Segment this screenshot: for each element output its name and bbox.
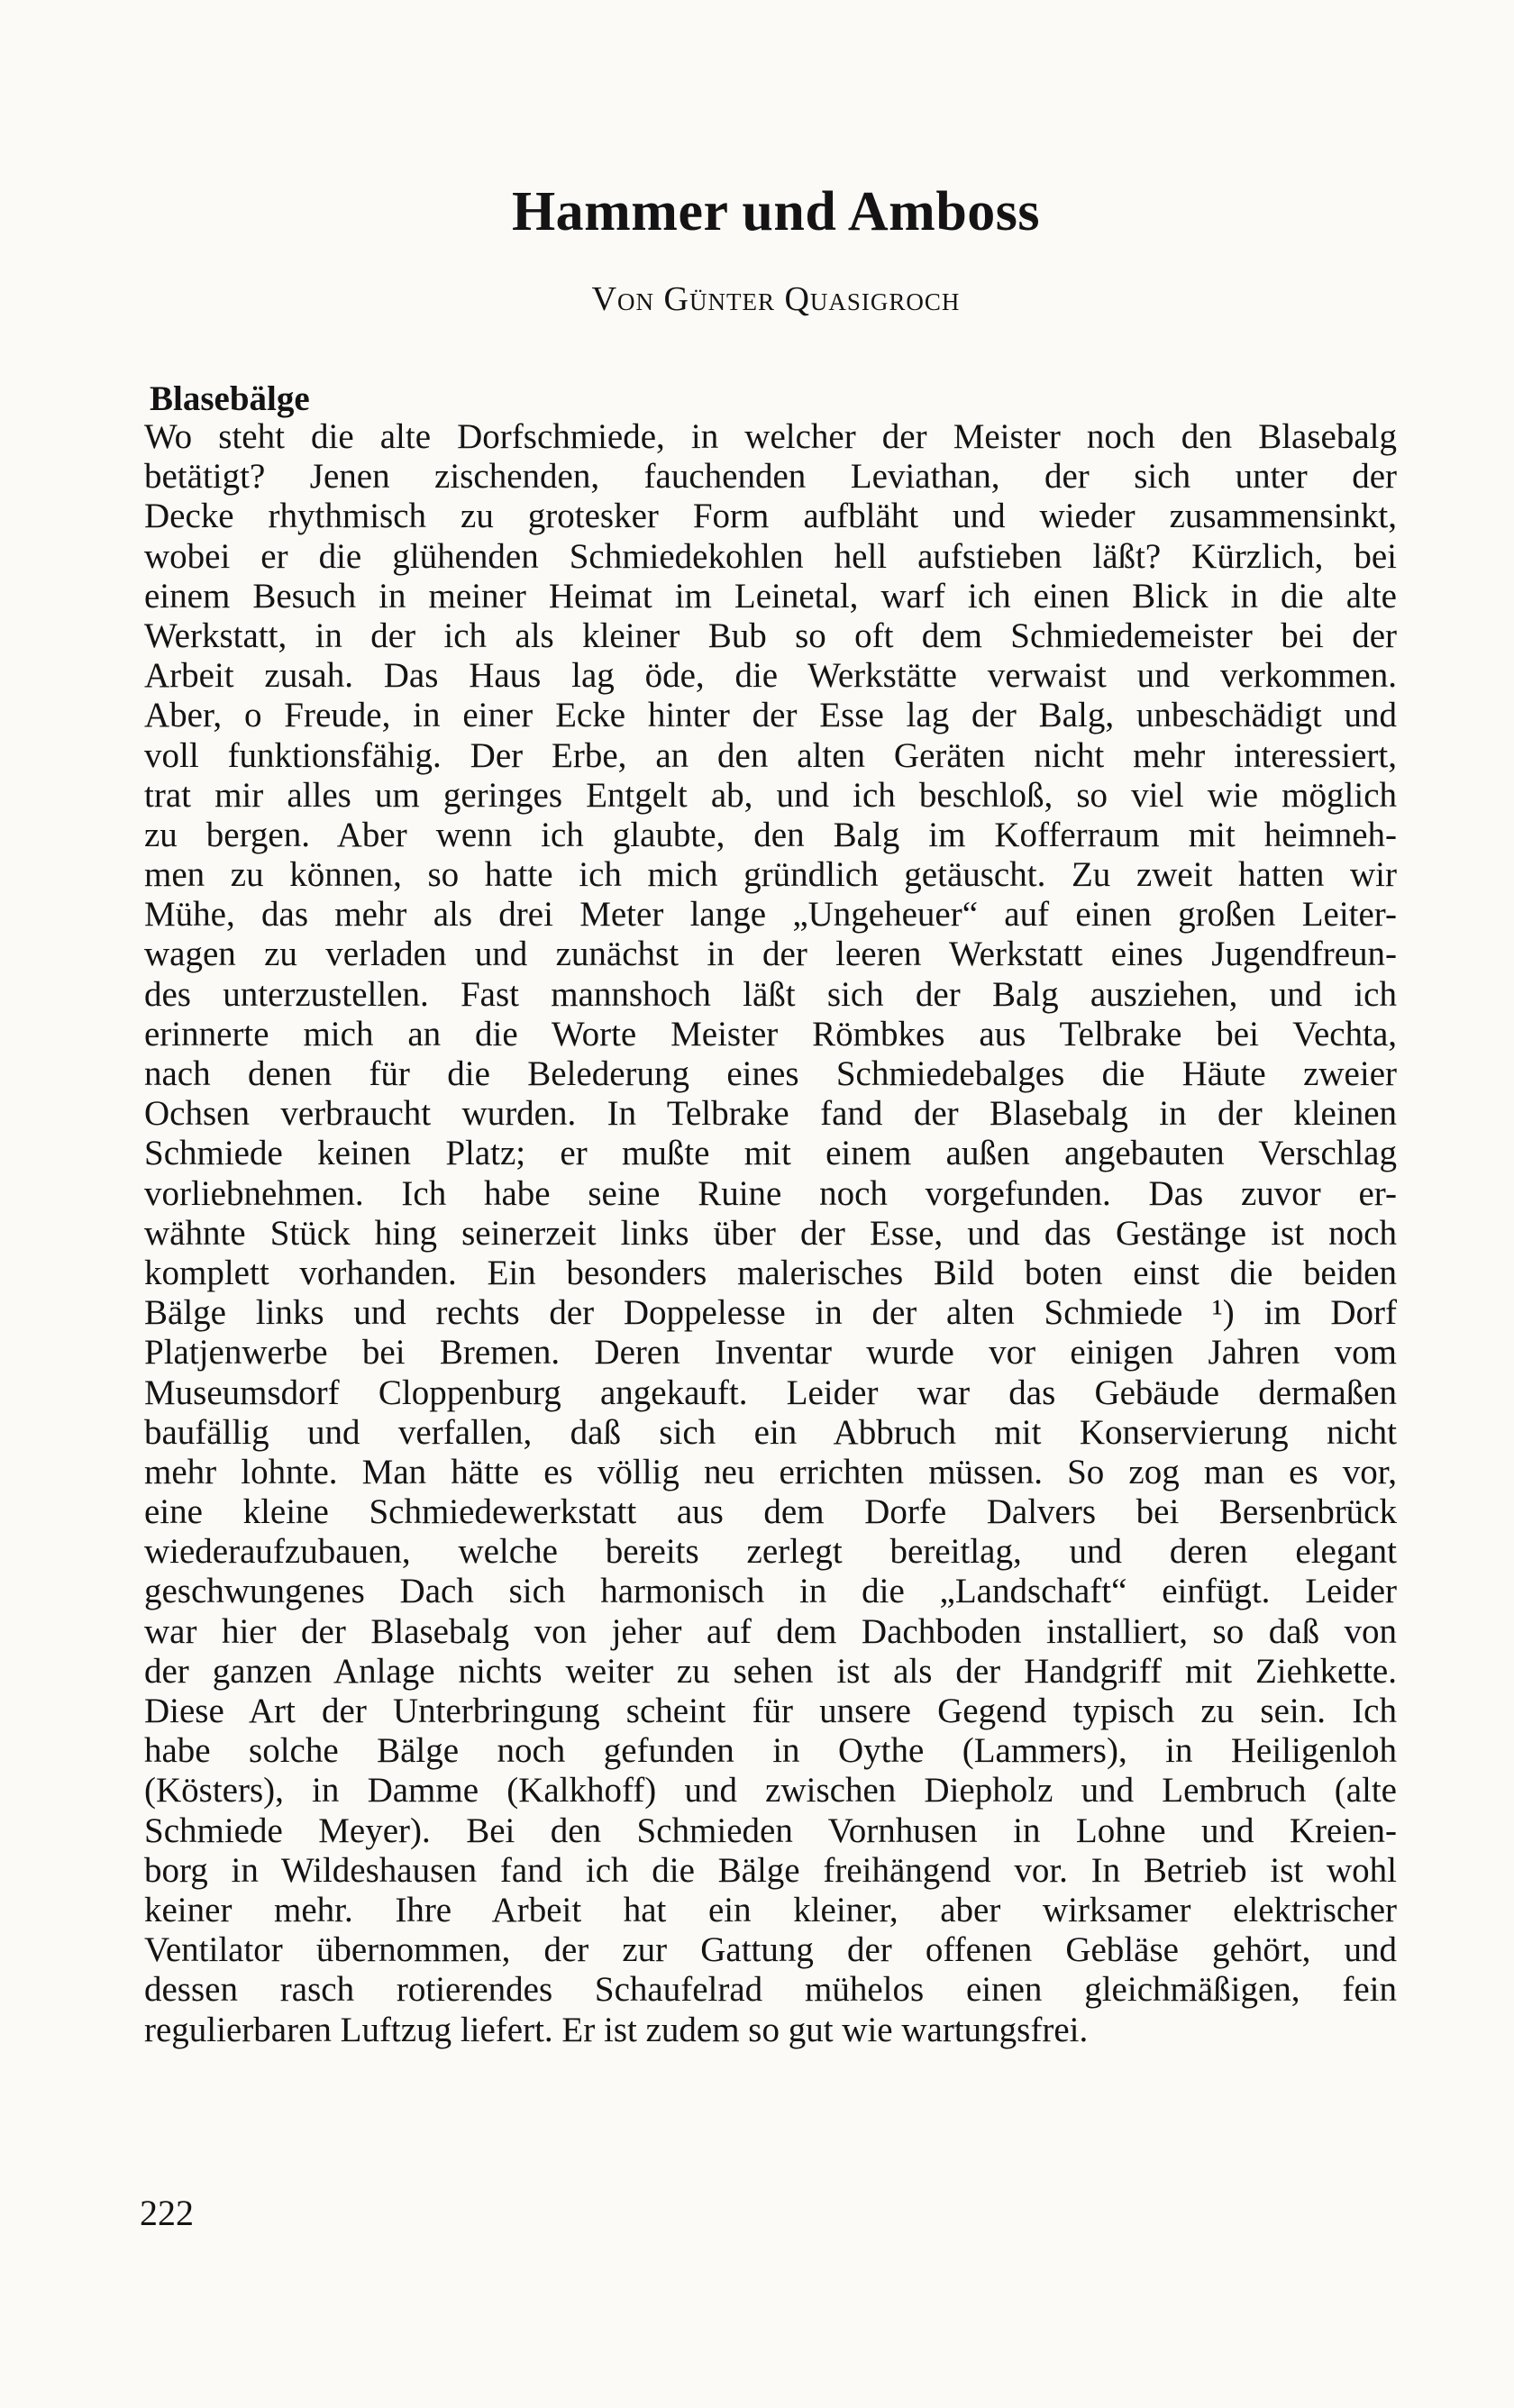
text-line: wiederaufzubauen, welche bereits zerlegt bereitlag, und deren elegant — [144, 1532, 1397, 1572]
text-line: betätigt? Jenen zischenden, fauchenden Leviathan, der sich unter der — [144, 457, 1397, 497]
text-line: wagen zu verladen und zunächst in der leeren Werkstatt eines Jugendfreun- — [144, 935, 1397, 974]
section-heading: Blasebälge — [150, 379, 310, 418]
body-paragraph — [144, 417, 1397, 2050]
text-line: voll funktionsfähig. Der Erbe, an den alten Geräten nicht mehr interessiert, — [144, 735, 1397, 775]
text-line: trat mir alles um geringes Entgelt ab, und ich beschloß, so viel wie möglich — [144, 775, 1397, 815]
text-line: keiner mehr. Ihre Arbeit hat ein kleiner, aber wirksamer elektrischer — [144, 1890, 1397, 1929]
text-line: Schmiede keinen Platz; er mußte mit einem außen angebauten Verschlag — [144, 1134, 1397, 1173]
text-line: Ochsen verbraucht wurden. In Telbrake fand der Blasebalg in der kleinen — [144, 1094, 1397, 1134]
text-line: wähnte Stück hing seinerzeit links über der Esse, und das Gestänge ist noch — [144, 1213, 1397, 1253]
text-line: Ventilator übernommen, der zur Gattung der offenen Gebläse gehört, und — [144, 1930, 1397, 1970]
text-line: dessen rasch rotierendes Schaufelrad mühelos einen gleichmäßigen, fein — [144, 1970, 1397, 2010]
text-line: Wo steht die alte Dorfschmiede, in welcher der Meister noch den Blasebalg — [144, 417, 1397, 456]
text-line: Werkstatt, in der ich als kleiner Bub so oft dem Schmiedemeister bei der — [144, 616, 1397, 655]
text-line: mehr lohnte. Man hätte es völlig neu errichten müssen. So zog man es vor, — [144, 1452, 1397, 1491]
text-line: der ganzen Anlage nichts weiter zu sehen ist als der Handgriff mit Ziehkette. — [144, 1651, 1397, 1691]
text-line: habe solche Bälge noch gefunden in Oythe (Lammers), in Heiligenloh — [144, 1731, 1397, 1771]
text-line: (Kösters), in Damme (Kalkhoff) und zwischen Diepholz und Lembruch (alte — [144, 1771, 1397, 1811]
text-line: wobei er die glühenden Schmiedekohlen hell aufstieben läßt? Kürzlich, bei — [144, 536, 1397, 576]
text-line: regulierbaren Luftzug liefert. Er ist zudem so gut wie wartungsfrei. — [144, 2010, 1089, 2049]
text-line: Bälge links und rechts der Doppelesse in der alten Schmiede ¹) im Dorf — [144, 1293, 1397, 1333]
text-line: des unterzustellen. Fast mannshoch läßt sich der Balg ausziehen, und ich — [144, 974, 1397, 1014]
text-line: Aber, o Freude, in einer Ecke hinter der Esse lag der Balg, unbeschädigt und — [144, 696, 1397, 735]
article-author: Von Günter Quasigroch — [591, 280, 961, 318]
text-line: Schmiede Meyer). Bei den Schmieden Vornhusen in Lohne und Kreien- — [144, 1811, 1397, 1850]
text-line: war hier der Blasebalg von jeher auf dem Dachboden installiert, so daß von — [144, 1611, 1397, 1651]
text-line: Mühe, das mehr als drei Meter lange „Ungeheuer“ auf einen großen Leiter- — [144, 895, 1397, 935]
text-line: eine kleine Schmiedewerkstatt aus dem Dorfe Dalvers bei Bersenbrück — [144, 1492, 1397, 1532]
text-line: komplett vorhanden. Ein besonders malerisches Bild boten einst die beiden — [144, 1253, 1397, 1292]
text-line: Platjenwerbe bei Bremen. Deren Inventar wurde vor einigen Jahren vom — [144, 1333, 1397, 1373]
text-line: erinnerte mich an die Worte Meister Römbkes aus Telbrake bei Vechta, — [144, 1014, 1397, 1054]
text-line: Arbeit zusah. Das Haus lag öde, die Werkstätte verwaist und verkommen. — [144, 656, 1397, 696]
text-line: geschwungenes Dach sich harmonisch in die „Landschaft“ einfügt. Leider — [144, 1572, 1397, 1611]
text-line: borg in Wildeshausen fand ich die Bälge freihängend vor. In Betrieb ist wohl — [144, 1850, 1397, 1890]
text-line: Diese Art der Unterbringung scheint für unsere Gegend typisch zu sein. Ich — [144, 1692, 1397, 1730]
text-line: Museumsdorf Cloppenburg angekauft. Leider war das Gebäude dermaßen — [144, 1373, 1397, 1412]
page-number: 222 — [140, 2193, 194, 2233]
text-line: Decke rhythmisch zu grotesker Form aufbläht und wieder zusammensinkt, — [144, 497, 1397, 536]
text-line: nach denen für die Belederung eines Schmiedebalges die Häute zweier — [144, 1054, 1397, 1093]
text-line: zu bergen. Aber wenn ich glaubte, den Balg im Kofferraum mit heimneh- — [144, 815, 1397, 854]
text-line: einem Besuch in meiner Heimat im Leinetal, warf ich einen Blick in die alte — [144, 576, 1397, 616]
text-line: men zu können, so hatte ich mich gründlich getäuscht. Zu zweit hatten wir — [144, 855, 1397, 895]
text-line: baufällig und verfallen, daß sich ein Abbruch mit Konservierung nicht — [144, 1412, 1397, 1452]
text-line: vorliebnehmen. Ich habe seine Ruine noch vorgefunden. Das zuvor er- — [144, 1173, 1397, 1213]
article-title: Hammer und Amboss — [511, 181, 1041, 242]
